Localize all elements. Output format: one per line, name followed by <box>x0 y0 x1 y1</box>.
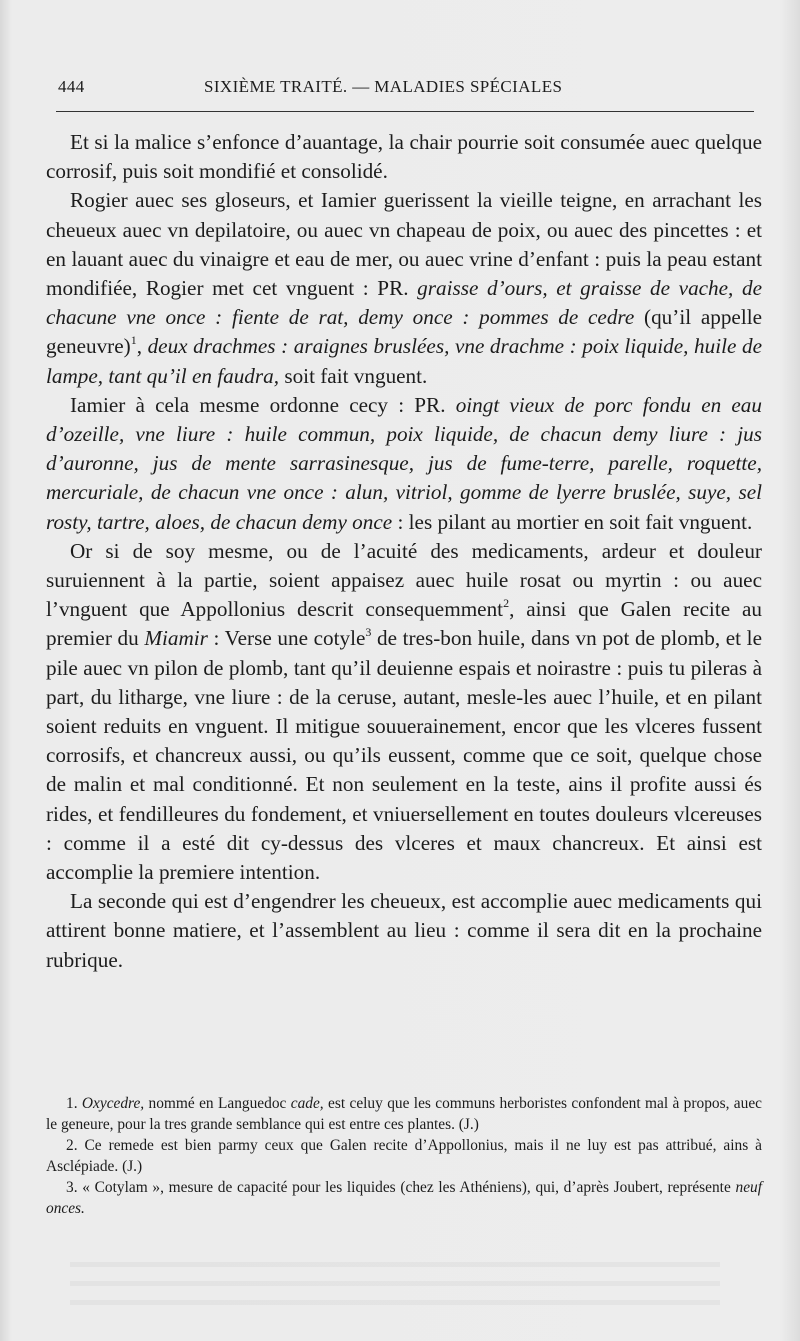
footnote-ref-3[interactable]: 3 <box>365 625 372 640</box>
p2-text-d: , <box>136 334 148 359</box>
running-title: SIXIÈME TRAITÉ. — MALADIES SPÉCIALES <box>204 77 563 96</box>
header-rule <box>56 111 754 112</box>
p2-italic-recipe-2: deux drachmes : araignes bruslées, vne drachme : poix liquide, huile de lampe, tant qu’il en faudra, <box>46 334 762 388</box>
footnote-1-number: 1. <box>66 1095 82 1112</box>
show-through-texture <box>70 1248 720 1308</box>
footnote-1-italic-cade: cade, <box>290 1095 324 1112</box>
p4-italic-miamir: Miamir <box>144 626 208 651</box>
footnote-2: 2. Ce remede est bien parmy ceux que Galen recite d’Appollonius, mais il ne luy est pas attribué, ains à Asclépiade. (J.) <box>46 1137 762 1175</box>
p4-text-a: Or si de soy mesme, ou de l’acuité des medicaments, ardeur et douleur suruiennent à la partie, soient appaisez auec huile rosat ou myrtin : ou auec l’vnguent que Appollonius descrit consequemment <box>46 538 762 622</box>
p4-text-e: de tres-bon huile, dans vn pot de plomb, et le pile auec vn pilon de plomb, tant qu’il deuienne espais et noirastre : puis tu pileras à part, du litharge, vne liure : de la ceruse, autant, mesle-les auec l’huile, et en pilant soient reduits en vnguent. Il mitigue souuerainement, encor que les vlceres fussent corrosifs, et chancreux aussi, ou qu’ils eussent, comme que ce soit, quelque chose de malin et mal conditionné. Et non seulement en la teste, ains il profite aussi és rides, et fendilleures du fondement, et vniuersellement en toutes douleurs vlcereuses : comme il a esté dit cy-dessus des vlceres et maux chancreux. Et ainsi est accomplie la premiere intention. <box>46 626 762 885</box>
footnote-ref-1[interactable]: 1 <box>130 333 137 348</box>
footnotes <box>46 1094 762 1220</box>
footnote-1-text-a: nommé en Languedoc <box>144 1095 291 1112</box>
footnote-1-text-c: est celuy que les communs herboristes confondent mal à propos, auec le geneure, pour la tres grande semblance qui est entre ces plantes. (J.) <box>46 1095 762 1133</box>
p2-text-f: soit fait vnguent. <box>279 363 428 388</box>
footnote-1 <box>46 1094 762 1135</box>
p2-text-a: Rogier auec ses gloseurs, et Iamier guerissent la vieille teigne, en arrachant les cheueux auec vn depilatoire, ou auec vn chapeau de poix, ou auec des pincettes : et en lauant auec du vinaigre et eau de mer, ou auec vrine d’enfant : puis la peau estant mondifiée, Rogier met cet vnguent : PR. <box>46 188 762 301</box>
p4-text-b: , ainsi que Galen recite au premier du <box>46 597 762 651</box>
p2-text-c: (qu’il appelle geneuvre) <box>46 305 762 359</box>
paragraph-4 <box>46 537 762 887</box>
p3-text-c: : les pilant au mortier en soit fait vnguent. <box>392 509 753 534</box>
footnote-ref-2[interactable]: 2 <box>503 596 510 611</box>
p4-text-d: : Verse une cotyle <box>207 626 366 651</box>
paragraph-3 <box>46 391 762 537</box>
p3-text-a: Iamier à cela mesme ordonne cecy : PR. <box>70 392 456 417</box>
paragraph-2 <box>46 186 762 390</box>
footnote-3-text-a: 3. « Cotylam », mesure de capacité pour les liquides (chez les Athéniens), qui, d’après Joubert, représente <box>66 1179 736 1196</box>
p2-italic-recipe: graisse d’ours, et graisse de vache, de chacune vne once : fiente de rat, demy once : pommes de cedre <box>46 276 762 330</box>
footnote-3-italic: neuf onces. <box>46 1179 762 1217</box>
paragraph-5: La seconde qui est d’engendrer les cheueux, est accomplie auec medicaments qui attirent bonne matiere, et l’assemblent au lieu : comme il sera dit en la prochaine rubrique. <box>46 889 762 972</box>
main-text <box>46 128 762 975</box>
p3-italic-recipe: oingt vieux de porc fondu en eau d’ozeille, vne liure : huile commun, poix liquide, de chacun demy liure : jus d’auronne, jus de mente sarrasinesque, jus de fume-terre, parelle, roquette, mercuriale, de chacun vne once : alun, vitriol, gomme de lyerre bruslée, suye, sel rosty, tartre, aloes, de chacun demy once <box>46 392 762 534</box>
footnote-1-term: Oxycedre, <box>81 1095 145 1112</box>
footnote-3 <box>46 1178 762 1219</box>
page-number: 444 <box>58 77 85 96</box>
paragraph-1: Et si la malice s’enfonce d’auantage, la chair pourrie soit consumée auec quelque corrosif, puis soit mondifié et consolidé. <box>46 130 762 184</box>
running-head <box>58 77 753 105</box>
